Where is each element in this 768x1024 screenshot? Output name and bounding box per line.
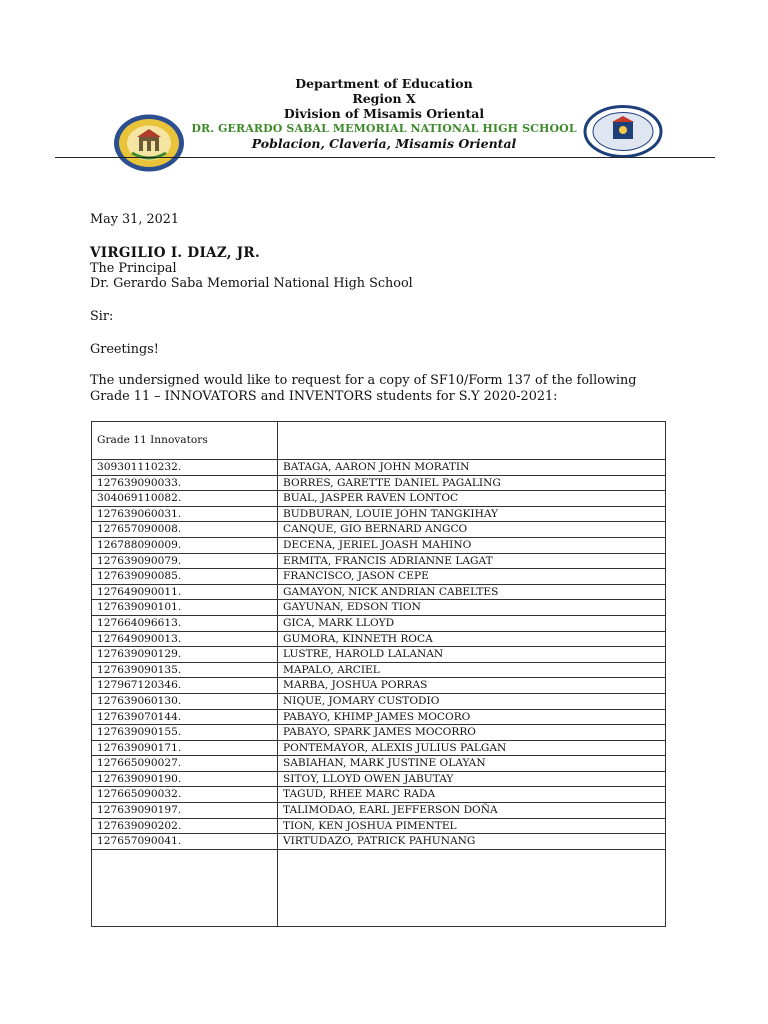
student-lrn: 127639090033. bbox=[92, 475, 278, 491]
student-name: GICA, MARK LLOYD bbox=[278, 615, 666, 631]
letterhead-department: Department of Education bbox=[295, 76, 473, 91]
letterhead-region: Region X bbox=[352, 91, 416, 106]
student-name: CANQUE, GIO BERNARD ANGCO bbox=[278, 522, 666, 538]
table-row bbox=[92, 460, 666, 476]
letter-body-line-1: The undersigned would like to request for a copy of SF10/Form 137 of the following bbox=[90, 373, 637, 388]
table-row bbox=[92, 475, 666, 491]
student-name: SABIAHAN, MARK JUSTINE OLAYAN bbox=[278, 756, 666, 772]
table-header-section: Grade 11 Innovators bbox=[92, 422, 278, 460]
addressee-title: The Principal bbox=[90, 261, 177, 276]
student-name: FRANCISCO, JASON CEPE bbox=[278, 569, 666, 585]
greeting: Greetings! bbox=[90, 342, 159, 357]
student-name: VIRTUDAZO, PATRICK PAHUNANG bbox=[278, 834, 666, 850]
student-lrn: 127639090135. bbox=[92, 662, 278, 678]
table-row bbox=[92, 709, 666, 725]
letterhead-address: Poblacion, Claveria, Misamis Oriental bbox=[251, 136, 517, 151]
table-row bbox=[92, 678, 666, 694]
table-row bbox=[92, 600, 666, 616]
student-lrn: 127639090101. bbox=[92, 600, 278, 616]
table-row bbox=[92, 756, 666, 772]
student-name: BUDBURAN, LOUIE JOHN TANGKIHAY bbox=[278, 506, 666, 522]
table-row bbox=[92, 834, 666, 850]
table-row bbox=[92, 615, 666, 631]
student-name: MAPALO, ARCIEL bbox=[278, 662, 666, 678]
table-row bbox=[92, 569, 666, 585]
student-lrn: 309301110232. bbox=[92, 460, 278, 476]
header-divider bbox=[55, 157, 715, 158]
student-name: SITOY, LLOYD OWEN JABUTAY bbox=[278, 771, 666, 787]
addressee-school: Dr. Gerardo Saba Memorial National High School bbox=[90, 276, 413, 291]
letterhead bbox=[0, 76, 768, 152]
table-row bbox=[92, 631, 666, 647]
student-name: TAGUD, RHEE MARC RADA bbox=[278, 787, 666, 803]
table-row bbox=[92, 803, 666, 819]
student-lrn: 127639090190. bbox=[92, 771, 278, 787]
student-table bbox=[91, 421, 666, 927]
student-name: LUSTRE, HAROLD LALANAN bbox=[278, 647, 666, 663]
table-row bbox=[92, 522, 666, 538]
empty-cell bbox=[278, 849, 666, 926]
student-name: GAYUNAN, EDSON TION bbox=[278, 600, 666, 616]
student-lrn: 127639090155. bbox=[92, 725, 278, 741]
table-row bbox=[92, 537, 666, 553]
student-lrn: 127639090202. bbox=[92, 818, 278, 834]
student-name: TALIMODAO, EARL JEFFERSON DOÑA bbox=[278, 803, 666, 819]
table-row bbox=[92, 662, 666, 678]
student-name: PABAYO, KHIMP JAMES MOCORO bbox=[278, 709, 666, 725]
student-name: BATAGA, AARON JOHN MORATIN bbox=[278, 460, 666, 476]
student-lrn: 127639070144. bbox=[92, 709, 278, 725]
student-lrn: 127657090008. bbox=[92, 522, 278, 538]
table-header-row bbox=[92, 422, 666, 460]
salutation: Sir: bbox=[90, 309, 114, 324]
letter-date: May 31, 2021 bbox=[90, 212, 180, 227]
student-lrn: 127639090129. bbox=[92, 647, 278, 663]
table-row bbox=[92, 787, 666, 803]
table-header-blank bbox=[278, 422, 666, 460]
student-name: NIQUE, JOMARY CUSTODIO bbox=[278, 693, 666, 709]
student-name: PABAYO, SPARK JAMES MOCORRO bbox=[278, 725, 666, 741]
student-name: GUMORA, KINNETH ROCA bbox=[278, 631, 666, 647]
letterhead-division: Division of Misamis Oriental bbox=[283, 106, 485, 121]
student-lrn: 127665090032. bbox=[92, 787, 278, 803]
empty-cell bbox=[92, 849, 278, 926]
student-name: MARBA, JOSHUA PORRAS bbox=[278, 678, 666, 694]
table-row bbox=[92, 647, 666, 663]
student-lrn: 127967120346. bbox=[92, 678, 278, 694]
table-row bbox=[92, 491, 666, 507]
table-row bbox=[92, 506, 666, 522]
student-lrn: 127639090085. bbox=[92, 569, 278, 585]
student-lrn: 127649090011. bbox=[92, 584, 278, 600]
table-row bbox=[92, 818, 666, 834]
table-row bbox=[92, 740, 666, 756]
table-row bbox=[92, 725, 666, 741]
student-lrn: 127639090171. bbox=[92, 740, 278, 756]
student-lrn: 127639090197. bbox=[92, 803, 278, 819]
student-lrn: 127639090079. bbox=[92, 553, 278, 569]
table-row bbox=[92, 693, 666, 709]
student-lrn: 127664096613. bbox=[92, 615, 278, 631]
table-row bbox=[92, 771, 666, 787]
student-lrn: 127639060130. bbox=[92, 693, 278, 709]
student-name: DECENA, JERIEL JOASH MAHINO bbox=[278, 537, 666, 553]
addressee-name: VIRGILIO I. DIAZ, JR. bbox=[90, 245, 260, 261]
student-lrn: 126788090009. bbox=[92, 537, 278, 553]
table-row bbox=[92, 553, 666, 569]
student-name: TION, KEN JOSHUA PIMENTEL bbox=[278, 818, 666, 834]
student-lrn: 127665090027. bbox=[92, 756, 278, 772]
student-lrn: 304069110082. bbox=[92, 491, 278, 507]
table-empty-row bbox=[92, 849, 666, 926]
student-lrn: 127639060031. bbox=[92, 506, 278, 522]
letter-body-line-2: Grade 11 – INNOVATORS and INVENTORS students for S.Y 2020-2021: bbox=[90, 389, 558, 404]
student-name: ERMITA, FRANCIS ADRIANNE LAGAT bbox=[278, 553, 666, 569]
table-row bbox=[92, 584, 666, 600]
student-lrn: 127657090041. bbox=[92, 834, 278, 850]
student-name: BUAL, JASPER RAVEN LONTOC bbox=[278, 491, 666, 507]
student-lrn: 127649090013. bbox=[92, 631, 278, 647]
letterhead-school: DR. GERARDO SABAL MEMORIAL NATIONAL HIGH SCHOOL bbox=[191, 122, 577, 135]
student-name: GAMAYON, NICK ANDRIAN CABELTES bbox=[278, 584, 666, 600]
student-name: PONTEMAYOR, ALEXIS JULIUS PALGAN bbox=[278, 740, 666, 756]
student-name: BORRES, GARETTE DANIEL PAGALING bbox=[278, 475, 666, 491]
